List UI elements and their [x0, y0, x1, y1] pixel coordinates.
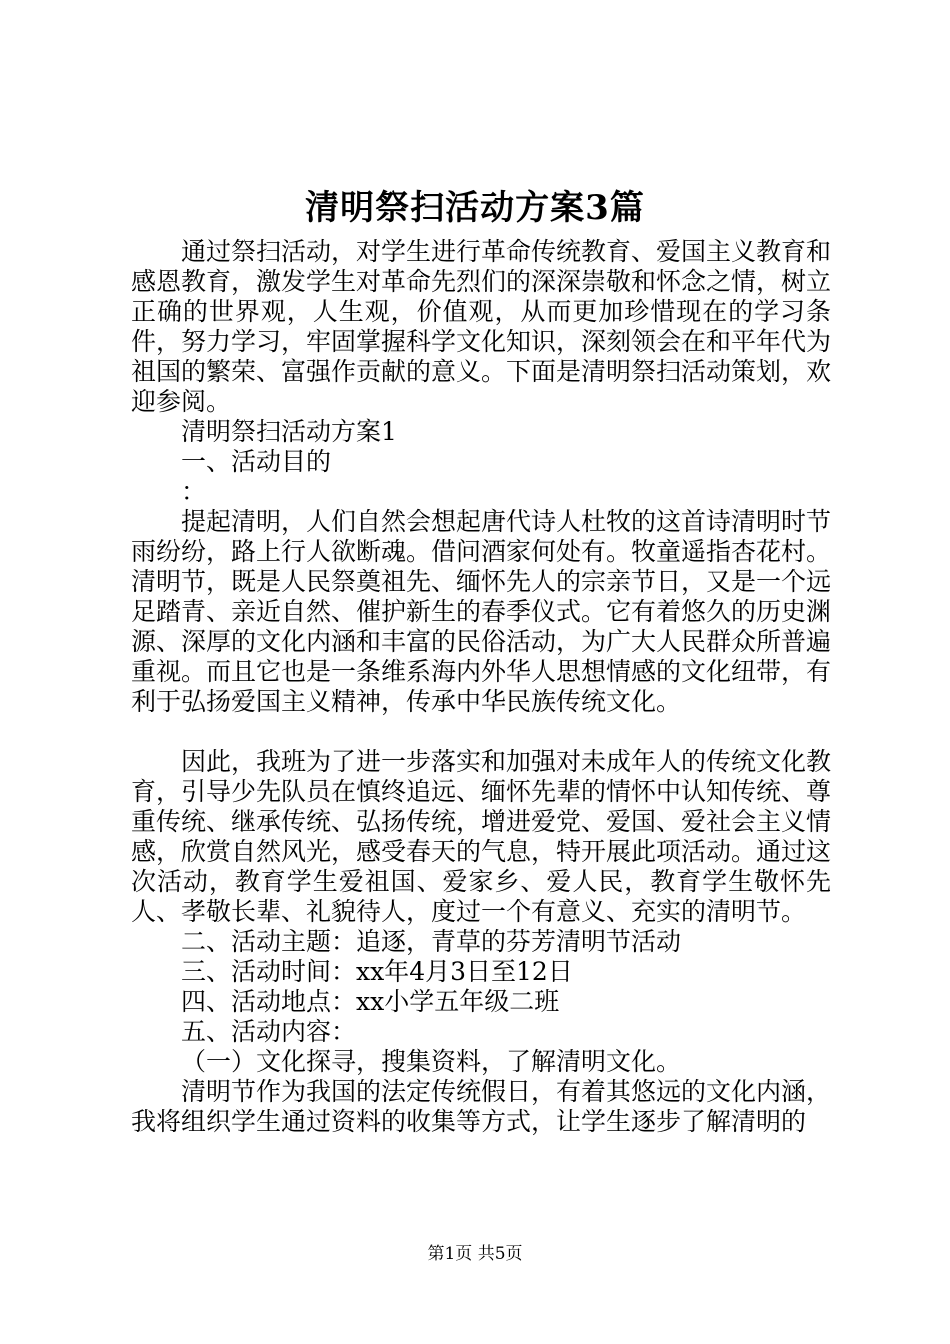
document-body	[131, 237, 831, 1137]
section-location: 四、活动地点：xx小学五年级二班	[181, 987, 560, 1016]
section-theme: 二、活动主题：追逐，青草的芬芳清明节活动	[181, 927, 682, 956]
intro-paragraph: 通过祭扫活动，对学生进行革命传统教育、爱国主义教育和感恩教育，激发学生对革命先烈们的深深崇敬和怀念之情，树立正确的世界观，人生观，价值观，从而更加珍惜现在的学习条件，努力学习，牢固掌握科学文化知识，深刻领会在和平年代为祖国的繁荣、富强作贡献的意义。下面是清明祭扫活动策划，欢迎参阅。	[131, 237, 832, 416]
colon-line: ：	[181, 477, 207, 506]
section-time: 三、活动时间：xx年4月3日至12日	[181, 957, 573, 986]
section-heading-purpose: 一、活动目的	[181, 447, 332, 476]
reason-paragraph: 因此，我班为了进一步落实和加强对未成年人的传统文化教育，引导少先队员在慎终追远、缅怀先辈的情怀中认知传统、尊重传统、继承传统、弘扬传统，增进爱党、爱国、爱社会主义情感，欣赏自然风光，感受春天的气息，特开展此项活动。通过这次活动，教育学生爱祖国、爱家乡、爱人民，教育学生敬怀先人、孝敬长辈、礼貌待人，度过一个有意义、充实的清明节。	[131, 747, 832, 926]
purpose-paragraph: 提起清明，人们自然会想起唐代诗人杜牧的这首诗清明时节雨纷纷，路上行人欲断魂。借问酒家何处有。牧童遥指杏花村。清明节，既是人民祭奠祖先、缅怀先人的宗亲节日，又是一个远足踏青、亲近自然、催护新生的春季仪式。它有着悠久的历史渊源、深厚的文化内涵和丰富的民俗活动，为广大人民群众所普遍重视。而且它也是一条维系海内外华人思想情感的文化纽带，有利于弘扬爱国主义精神，传承中华民族传统文化。	[131, 507, 832, 716]
section-content: 五、活动内容：	[181, 1017, 357, 1046]
page-number-footer: 第1页 共5页	[427, 1244, 523, 1264]
content-paragraph: 清明节作为我国的法定传统假日，有着其悠远的文化内涵，我将组织学生通过资料的收集等方式，让学生逐步了解清明的	[131, 1077, 832, 1136]
plan-heading: 清明祭扫活动方案1	[181, 417, 397, 446]
subsection-one: （一）文化探寻，搜集资料，了解清明文化。	[181, 1047, 682, 1076]
document-title: 清明祭扫活动方案3篇	[305, 188, 645, 228]
paragraph-spacer	[131, 717, 831, 747]
